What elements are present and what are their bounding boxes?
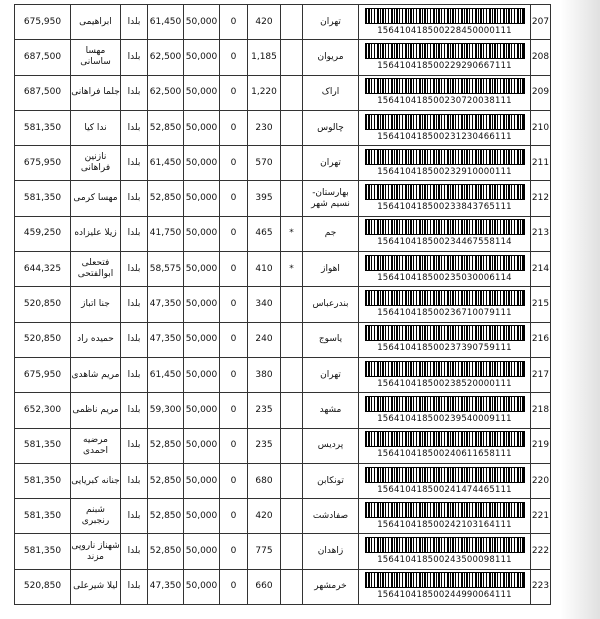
barcode-number: 156410418500236710079111 <box>377 308 512 319</box>
fee-cell: 61,450 <box>148 146 184 181</box>
amount-cell: 687,500 <box>15 75 71 110</box>
city-cell: اهواز <box>303 252 359 287</box>
base-price-cell: 50,000 <box>184 287 220 322</box>
weight-cell: 465 <box>248 216 281 251</box>
fee-cell: 52,850 <box>148 499 184 534</box>
barcode-icon <box>365 502 525 518</box>
amount-cell: 675,950 <box>15 146 71 181</box>
base-price-cell: 50,000 <box>184 534 220 569</box>
weight-cell: 1,220 <box>248 75 281 110</box>
table-row <box>15 569 551 604</box>
base-price-cell: 50,000 <box>184 569 220 604</box>
barcode-cell <box>359 181 531 216</box>
fee-cell: 61,450 <box>148 5 184 40</box>
row-index-cell: 217 <box>531 357 551 392</box>
amount-cell: 520,850 <box>15 287 71 322</box>
row-index-cell: 213 <box>531 216 551 251</box>
weight-cell: 230 <box>248 110 281 145</box>
zero-cell: 0 <box>220 216 248 251</box>
recipient-name-cell: مهسا ساسانی <box>71 40 121 75</box>
city-cell: بهارستان-نسیم شهر <box>303 181 359 216</box>
zero-cell: 0 <box>220 146 248 181</box>
table-row <box>15 357 551 392</box>
service-mode-cell: بلدا <box>121 110 148 145</box>
base-price-cell: 50,000 <box>184 463 220 498</box>
zero-cell: 0 <box>220 569 248 604</box>
table-body <box>15 5 551 605</box>
city-cell: مریوان <box>303 40 359 75</box>
service-mode-cell: بلدا <box>121 146 148 181</box>
service-mode-cell: بلدا <box>121 181 148 216</box>
barcode-number: 156410418500232910000111 <box>377 166 512 177</box>
table-row <box>15 75 551 110</box>
flag-cell <box>281 322 303 357</box>
barcode-cell <box>359 534 531 569</box>
city-cell: تهران <box>303 146 359 181</box>
table-row <box>15 393 551 428</box>
flag-cell <box>281 181 303 216</box>
row-index-cell: 211 <box>531 146 551 181</box>
flag-cell: * <box>281 252 303 287</box>
amount-cell: 459,250 <box>15 216 71 251</box>
city-cell: یاسوج <box>303 322 359 357</box>
base-price-cell: 50,000 <box>184 181 220 216</box>
barcode-number: 156410418500230720038111 <box>377 96 512 107</box>
barcode-cell <box>359 569 531 604</box>
table-row <box>15 463 551 498</box>
base-price-cell: 50,000 <box>184 146 220 181</box>
barcode-icon <box>365 255 525 271</box>
barcode-cell <box>359 75 531 110</box>
service-mode-cell: بلدا <box>121 428 148 463</box>
zero-cell: 0 <box>220 393 248 428</box>
weight-cell: 660 <box>248 569 281 604</box>
city-cell: مشهد <box>303 393 359 428</box>
table-row <box>15 146 551 181</box>
amount-cell: 652,300 <box>15 393 71 428</box>
zero-cell: 0 <box>220 463 248 498</box>
weight-cell: 340 <box>248 287 281 322</box>
service-mode-cell: بلدا <box>121 322 148 357</box>
barcode-cell <box>359 252 531 287</box>
barcode-cell <box>359 322 531 357</box>
fee-cell: 59,300 <box>148 393 184 428</box>
table-row <box>15 252 551 287</box>
city-cell: جم <box>303 216 359 251</box>
row-index-cell: 208 <box>531 40 551 75</box>
flag-cell <box>281 499 303 534</box>
city-cell: پردیس <box>303 428 359 463</box>
barcode-cell <box>359 428 531 463</box>
recipient-name-cell: مریم شاهدی <box>71 357 121 392</box>
flag-cell <box>281 287 303 322</box>
barcode-icon <box>365 396 525 412</box>
barcode-number: 156410418500242103164111 <box>377 519 512 530</box>
barcode-number: 156410418500244990064111 <box>377 590 512 601</box>
table-row <box>15 216 551 251</box>
barcode-icon <box>365 43 525 59</box>
recipient-name-cell: زیلا علیزاده <box>71 216 121 251</box>
barcode-number: 156410418500233843765111 <box>377 202 512 213</box>
barcode-number: 156410418500243500098111 <box>377 555 512 566</box>
recipient-name-cell: ندا کیا <box>71 110 121 145</box>
row-index-cell: 215 <box>531 287 551 322</box>
barcode-number: 156410418500228450000111 <box>377 25 512 36</box>
barcode-icon <box>365 431 525 447</box>
barcode-number: 156410418500239540009111 <box>377 413 512 424</box>
weight-cell: 775 <box>248 534 281 569</box>
recipient-name-cell: شبنم رنجبری <box>71 499 121 534</box>
flag-cell <box>281 5 303 40</box>
flag-cell <box>281 463 303 498</box>
base-price-cell: 50,000 <box>184 75 220 110</box>
row-index-cell: 214 <box>531 252 551 287</box>
weight-cell: 420 <box>248 499 281 534</box>
base-price-cell: 50,000 <box>184 357 220 392</box>
flag-cell: * <box>281 216 303 251</box>
shipment-table <box>14 4 551 605</box>
fee-cell: 47,350 <box>148 287 184 322</box>
zero-cell: 0 <box>220 75 248 110</box>
city-cell: زاهدان <box>303 534 359 569</box>
table-row <box>15 5 551 40</box>
zero-cell: 0 <box>220 252 248 287</box>
weight-cell: 380 <box>248 357 281 392</box>
barcode-cell <box>359 287 531 322</box>
amount-cell: 581,350 <box>15 110 71 145</box>
row-index-cell: 221 <box>531 499 551 534</box>
fee-cell: 58,575 <box>148 252 184 287</box>
service-mode-cell: بلدا <box>121 569 148 604</box>
table-row <box>15 181 551 216</box>
barcode-cell <box>359 5 531 40</box>
weight-cell: 235 <box>248 393 281 428</box>
fee-cell: 52,850 <box>148 428 184 463</box>
service-mode-cell: بلدا <box>121 252 148 287</box>
base-price-cell: 50,000 <box>184 322 220 357</box>
table-row <box>15 428 551 463</box>
weight-cell: 240 <box>248 322 281 357</box>
barcode-cell <box>359 463 531 498</box>
base-price-cell: 50,000 <box>184 5 220 40</box>
amount-cell: 520,850 <box>15 322 71 357</box>
amount-cell: 675,950 <box>15 5 71 40</box>
table-row <box>15 110 551 145</box>
amount-cell: 644,325 <box>15 252 71 287</box>
fee-cell: 61,450 <box>148 357 184 392</box>
recipient-name-cell: حمیده راد <box>71 322 121 357</box>
zero-cell: 0 <box>220 181 248 216</box>
row-index-cell: 212 <box>531 181 551 216</box>
service-mode-cell: بلدا <box>121 393 148 428</box>
recipient-name-cell: جلما فراهانی <box>71 75 121 110</box>
barcode-number: 156410418500231230466111 <box>377 131 512 142</box>
amount-cell: 581,350 <box>15 534 71 569</box>
barcode-icon <box>365 361 525 377</box>
service-mode-cell: بلدا <box>121 216 148 251</box>
barcode-icon <box>365 537 525 553</box>
fee-cell: 52,850 <box>148 181 184 216</box>
zero-cell: 0 <box>220 5 248 40</box>
city-cell: بندرعباس <box>303 287 359 322</box>
weight-cell: 680 <box>248 463 281 498</box>
row-index-cell: 222 <box>531 534 551 569</box>
recipient-name-cell: مرضیه احمدی <box>71 428 121 463</box>
barcode-number: 156410418500235030006114 <box>377 272 512 283</box>
barcode-number: 156410418500234467558114 <box>377 237 512 248</box>
barcode-number: 156410418500241474465111 <box>377 484 512 495</box>
barcode-icon <box>365 8 525 24</box>
barcode-number: 156410418500229290667111 <box>377 60 512 71</box>
recipient-name-cell: مریم ناظمی <box>71 393 121 428</box>
zero-cell: 0 <box>220 287 248 322</box>
zero-cell: 0 <box>220 40 248 75</box>
row-index-cell: 220 <box>531 463 551 498</box>
base-price-cell: 50,000 <box>184 252 220 287</box>
barcode-icon <box>365 184 525 200</box>
base-price-cell: 50,000 <box>184 499 220 534</box>
base-price-cell: 50,000 <box>184 40 220 75</box>
barcode-cell <box>359 393 531 428</box>
service-mode-cell: بلدا <box>121 534 148 569</box>
amount-cell: 581,350 <box>15 499 71 534</box>
row-index-cell: 216 <box>531 322 551 357</box>
flag-cell <box>281 110 303 145</box>
row-index-cell: 209 <box>531 75 551 110</box>
barcode-cell <box>359 499 531 534</box>
fee-cell: 52,850 <box>148 463 184 498</box>
barcode-cell <box>359 357 531 392</box>
flag-cell <box>281 428 303 463</box>
amount-cell: 581,350 <box>15 181 71 216</box>
service-mode-cell: بلدا <box>121 5 148 40</box>
page-edge-shadow <box>560 0 600 619</box>
city-cell: اراک <box>303 75 359 110</box>
row-index-cell: 210 <box>531 110 551 145</box>
zero-cell: 0 <box>220 110 248 145</box>
fee-cell: 41,750 <box>148 216 184 251</box>
amount-cell: 520,850 <box>15 569 71 604</box>
flag-cell <box>281 393 303 428</box>
barcode-icon <box>365 290 525 306</box>
recipient-name-cell: شهناز ناروپی مزند <box>71 534 121 569</box>
zero-cell: 0 <box>220 428 248 463</box>
fee-cell: 62,500 <box>148 75 184 110</box>
weight-cell: 570 <box>248 146 281 181</box>
row-index-cell: 219 <box>531 428 551 463</box>
city-cell: تهران <box>303 5 359 40</box>
barcode-icon <box>365 219 525 235</box>
fee-cell: 62,500 <box>148 40 184 75</box>
city-cell: خرمشهر <box>303 569 359 604</box>
zero-cell: 0 <box>220 499 248 534</box>
fee-cell: 52,850 <box>148 534 184 569</box>
recipient-name-cell: فتحعلی ابوالفتحی <box>71 252 121 287</box>
barcode-cell <box>359 146 531 181</box>
row-index-cell: 223 <box>531 569 551 604</box>
service-mode-cell: بلدا <box>121 287 148 322</box>
barcode-icon <box>365 325 525 341</box>
recipient-name-cell: لیلا شیرعلی <box>71 569 121 604</box>
amount-cell: 581,350 <box>15 428 71 463</box>
city-cell: چالوس <box>303 110 359 145</box>
row-index-cell: 218 <box>531 393 551 428</box>
fee-cell: 47,350 <box>148 569 184 604</box>
barcode-number: 156410418500237390759111 <box>377 343 512 354</box>
base-price-cell: 50,000 <box>184 428 220 463</box>
barcode-icon <box>365 149 525 165</box>
recipient-name-cell: نازنین فراهانی <box>71 146 121 181</box>
barcode-cell <box>359 216 531 251</box>
recipient-name-cell: ابراهیمی <box>71 5 121 40</box>
amount-cell: 581,350 <box>15 463 71 498</box>
zero-cell: 0 <box>220 534 248 569</box>
zero-cell: 0 <box>220 357 248 392</box>
barcode-cell <box>359 40 531 75</box>
recipient-name-cell: جنا اتباز <box>71 287 121 322</box>
city-cell: صفادشت <box>303 499 359 534</box>
flag-cell <box>281 75 303 110</box>
table-row <box>15 534 551 569</box>
barcode-icon <box>365 572 525 588</box>
amount-cell: 687,500 <box>15 40 71 75</box>
service-mode-cell: بلدا <box>121 463 148 498</box>
city-cell: تونکابن <box>303 463 359 498</box>
service-mode-cell: بلدا <box>121 75 148 110</box>
zero-cell: 0 <box>220 322 248 357</box>
barcode-number: 156410418500240611658111 <box>377 449 512 460</box>
barcode-icon <box>365 114 525 130</box>
fee-cell: 47,350 <box>148 322 184 357</box>
fee-cell: 52,850 <box>148 110 184 145</box>
weight-cell: 395 <box>248 181 281 216</box>
table-row <box>15 322 551 357</box>
recipient-name-cell: جنانه کبریایی <box>71 463 121 498</box>
flag-cell <box>281 40 303 75</box>
service-mode-cell: بلدا <box>121 499 148 534</box>
base-price-cell: 50,000 <box>184 110 220 145</box>
flag-cell <box>281 569 303 604</box>
barcode-icon <box>365 78 525 94</box>
base-price-cell: 50,000 <box>184 393 220 428</box>
barcode-number: 156410418500238520000111 <box>377 378 512 389</box>
recipient-name-cell: مهسا کرمی <box>71 181 121 216</box>
weight-cell: 235 <box>248 428 281 463</box>
amount-cell: 675,950 <box>15 357 71 392</box>
row-index-cell: 207 <box>531 5 551 40</box>
table-row <box>15 40 551 75</box>
flag-cell <box>281 146 303 181</box>
table-row <box>15 499 551 534</box>
city-cell: تهران <box>303 357 359 392</box>
barcode-icon <box>365 467 525 483</box>
weight-cell: 410 <box>248 252 281 287</box>
service-mode-cell: بلدا <box>121 40 148 75</box>
weight-cell: 1,185 <box>248 40 281 75</box>
barcode-cell <box>359 110 531 145</box>
service-mode-cell: بلدا <box>121 357 148 392</box>
flag-cell <box>281 534 303 569</box>
table-row <box>15 287 551 322</box>
weight-cell: 420 <box>248 5 281 40</box>
flag-cell <box>281 357 303 392</box>
base-price-cell: 50,000 <box>184 216 220 251</box>
